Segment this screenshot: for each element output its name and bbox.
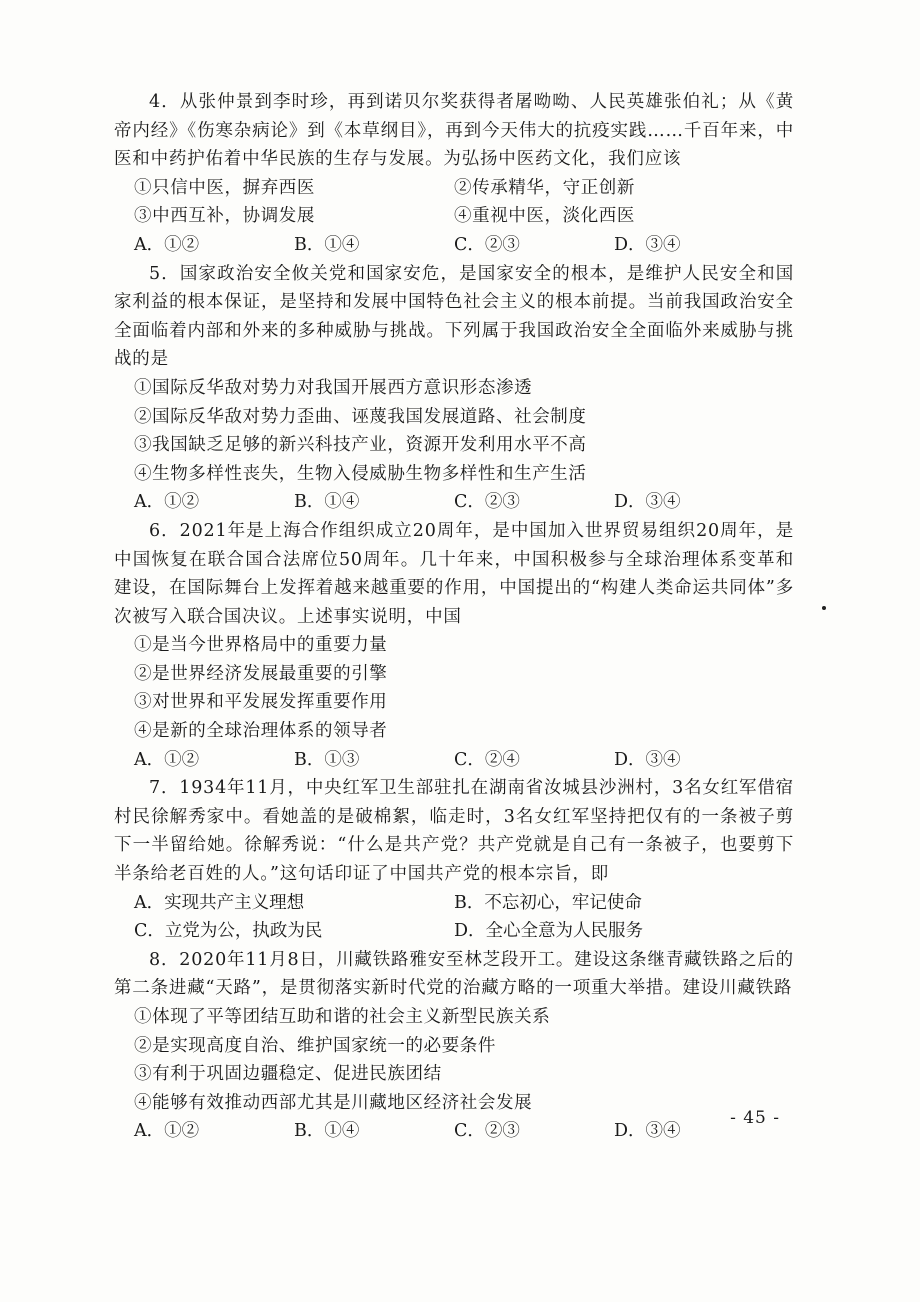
question-4-stem: 4．从张仲景到李时珍，再到诺贝尔奖获得者屠呦呦、人民英雄张伯礼；从《黄帝内经》《伤寒杂病论》到《本草纲目》，再到今天伟大的抗疫实践……千百年来，中医和中药护佑着中华民族的生存与发展。为弘扬中医药文化，我们应该 <box>114 92 794 170</box>
question-6-choice-a: A．①② <box>134 749 200 770</box>
question-8-choice-c: C．②③ <box>454 1121 520 1142</box>
question-6-choice-d: D．③④ <box>614 749 681 770</box>
question-6-choice-c: C．②④ <box>454 749 520 770</box>
question-6-option-1: ①是当今世界格局中的重要力量 <box>134 635 388 656</box>
question-4-choices <box>114 231 794 260</box>
question-5-choice-b: B．①④ <box>294 492 360 513</box>
question-8-choice-d: D．③④ <box>614 1121 681 1142</box>
question-5-choice-c: C．②③ <box>454 492 520 513</box>
question-7-stem: 7．1934年11月，中央红军卫生部驻扎在湖南省汝城县沙洲村，3名女红军借宿村民徐解秀家中。看她盖的是破棉絮，临走时，3名女红军坚持把仅有的一条被子剪下一半留给她。徐解秀说：“什么是共产党？共产党就是自己有一条被子，也要剪下半条给老百姓的人。”这句话印证了中国共产党的根本宗旨，即 <box>114 778 794 885</box>
scan-dot <box>822 606 826 610</box>
question-8-choices <box>114 1117 794 1146</box>
question-4-option-2: ②传承精华，守正创新 <box>454 177 635 198</box>
question-7-choice-b: B．不忘初心，牢记使命 <box>454 892 642 913</box>
question-6-option-2: ②是世界经济发展最重要的引擎 <box>134 663 388 684</box>
question-8-choice-a: A．①② <box>134 1121 200 1142</box>
question-5-stem: 5．国家政治安全攸关党和国家安危，是国家安全的根本，是维护人民安全和国家利益的根本保证，是坚持和发展中国特色社会主义的根本前提。当前我国政治安全全面临着内部和外来的多种威胁与挑战。下列属于我国政治安全全面临外来威胁与挑战的是 <box>114 263 794 370</box>
question-4-option-4: ④重视中医，淡化西医 <box>454 206 635 227</box>
question-8-choice-b: B．①④ <box>294 1121 360 1142</box>
questions-body <box>114 88 794 1146</box>
question-4-choice-b: B．①④ <box>294 234 360 255</box>
page-number: - 45 - <box>730 1108 780 1128</box>
question-4-choice-d: D．③④ <box>614 234 681 255</box>
question-7-choice-d: D．全心全意为人民服务 <box>454 921 644 942</box>
question-6-option-3: ③对世界和平发展发挥重要作用 <box>134 692 388 713</box>
question-4-option-3: ③中西互补，协调发展 <box>134 206 315 227</box>
question-5-choice-a: A．①② <box>134 492 200 513</box>
question-8-option-4: ④能够有效推动西部尤其是川藏地区经济社会发展 <box>134 1092 533 1113</box>
question-8-option-2: ②是实现高度自治、维护国家统一的必要条件 <box>134 1035 496 1056</box>
question-7-choice-a: A．实现共产主义理想 <box>134 892 305 913</box>
question-6-choice-b: B．①③ <box>294 749 360 770</box>
question-8-stem: 8．2020年11月8日，川藏铁路雅安至林芝段开工。建设这条继青藏铁路之后的第二条进藏“天路”，是贯彻落实新时代党的治藏方略的一项重大举措。建设川藏铁路 <box>114 949 794 999</box>
question-8-option-3: ③有利于巩固边疆稳定、促进民族团结 <box>134 1064 442 1085</box>
question-4-choice-c: C．②③ <box>454 234 520 255</box>
question-4-option-1: ①只信中医，摒弃西医 <box>134 177 315 198</box>
question-6-choices <box>114 746 794 775</box>
question-6-stem: 6．2021年是上海合作组织成立20周年，是中国加入世界贸易组织20周年，是中国恢复在联合国合法席位50周年。几十年来，中国积极参与全球治理体系变革和建设，在国际舞台上发挥着越来越重要的作用，中国提出的“构建人类命运共同体”多次被写入联合国决议。上述事实说明，中国 <box>114 520 794 627</box>
question-5-option-3: ③我国缺乏足够的新兴科技产业，资源开发利用水平不高 <box>134 435 587 456</box>
question-5-option-1: ①国际反华敌对势力对我国开展西方意识形态渗透 <box>134 377 533 398</box>
question-8-option-1: ①体现了平等团结互助和谐的社会主义新型民族关系 <box>134 1007 551 1027</box>
question-5-choice-d: D．③④ <box>614 492 681 513</box>
question-4-choice-a: A．①② <box>134 234 200 255</box>
question-7-choice-c: C．立党为公，执政为民 <box>134 921 323 942</box>
question-6-option-4: ④是新的全球治理体系的领导者 <box>134 721 388 742</box>
question-4-options-row-2 <box>114 202 794 231</box>
question-7-choices-row-2 <box>114 917 794 946</box>
question-4-options-row-1 <box>114 174 794 203</box>
question-5-option-2: ②国际反华敌对势力歪曲、诬蔑我国发展道路、社会制度 <box>134 406 587 427</box>
question-5-option-4: ④生物多样性丧失，生物入侵威胁生物多样性和生产生活 <box>134 463 587 484</box>
question-5-choices <box>114 488 794 517</box>
question-7-choices-row-1 <box>114 889 794 918</box>
